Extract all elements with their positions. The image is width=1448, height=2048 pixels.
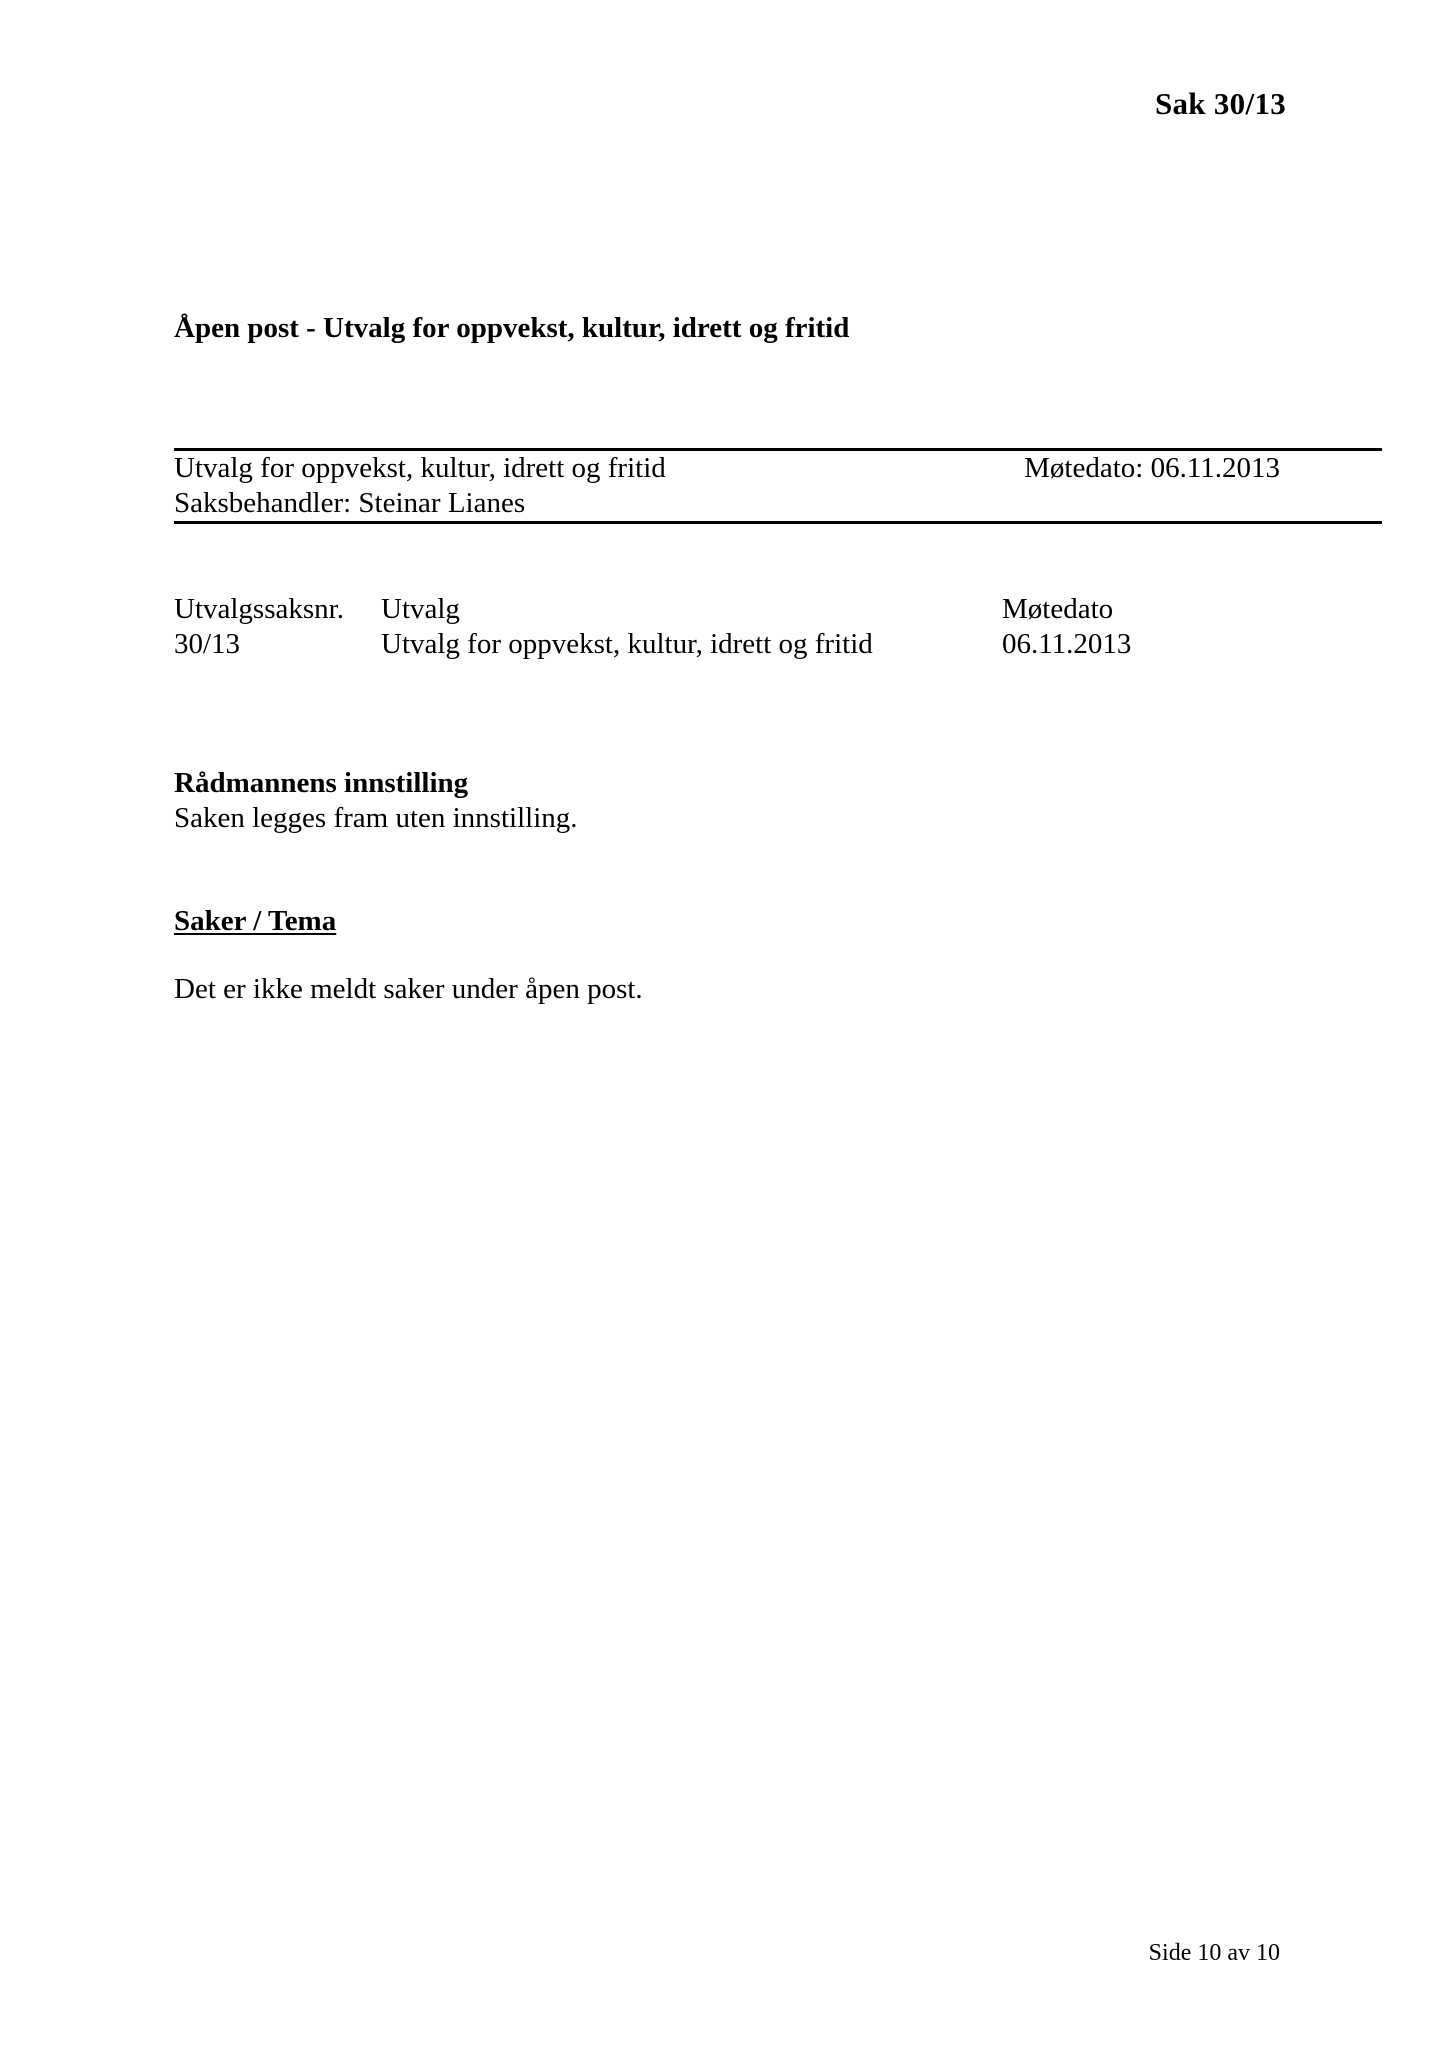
committee-name: Utvalg for oppvekst, kultur, idrett og fritid [174,452,666,484]
table-header-committee: Utvalg [381,593,460,625]
table-cell-meeting-date: 06.11.2013 [1002,628,1132,660]
case-handler: Saksbehandler: Steinar Lianes [174,487,526,519]
table-cell-case-number: 30/13 [174,628,241,660]
page-number: Side 10 av 10 [1148,1940,1280,1966]
table-header-meeting-date: Møtedato [1002,593,1114,625]
header-rule-top [174,448,1382,451]
case-reference: Sak 30/13 [1154,86,1286,121]
recommendation-text: Saken legges fram uten innstilling. [174,802,578,834]
recommendation-heading: Rådmannens innstilling [174,767,469,799]
document-title: Åpen post - Utvalg for oppvekst, kultur, idrett og fritid [174,312,850,344]
topics-text: Det er ikke meldt saker under åpen post. [174,973,643,1005]
table-header-case-number: Utvalgssaksnr. [174,593,344,625]
topics-heading: Saker / Tema [174,905,337,937]
header-rule-bottom [174,521,1382,524]
table-cell-committee: Utvalg for oppvekst, kultur, idrett og fritid [381,628,873,660]
meeting-date: Møtedato: 06.11.2013 [1024,452,1280,484]
